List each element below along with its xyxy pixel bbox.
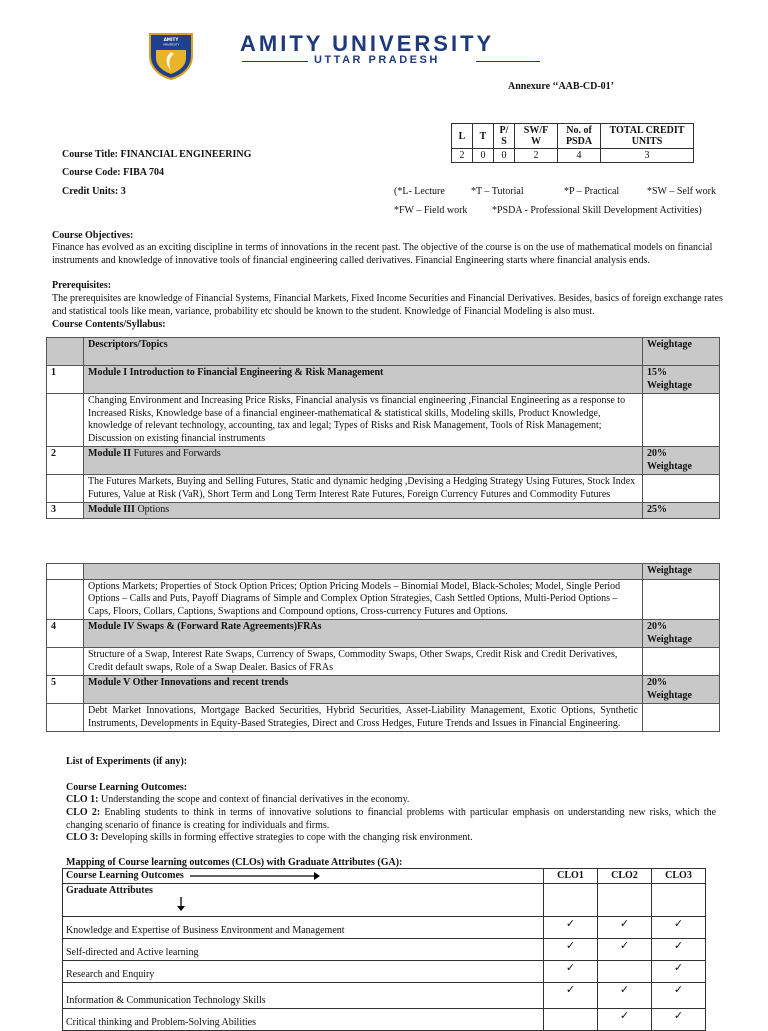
clo-col-header: CLO3 bbox=[652, 869, 706, 884]
check-icon: ✓ bbox=[673, 939, 684, 952]
outcomes-header bbox=[63, 869, 544, 884]
course-title: Course Title: FINANCIAL ENGINEERING bbox=[62, 149, 252, 160]
module-title-bold: Module II bbox=[88, 448, 132, 459]
check-icon: ✓ bbox=[673, 961, 684, 974]
check-icon bbox=[544, 939, 598, 961]
clo-label: CLO 2: bbox=[66, 807, 101, 818]
check-icon bbox=[544, 917, 598, 939]
check-icon: ✓ bbox=[673, 1009, 684, 1022]
module-weightage: 20% Weightage bbox=[643, 447, 720, 475]
module-description: Structure of a Swap, Interest Rate Swaps, Currency of Swaps, Commodity Swaps, Other Swaps, Credit Risk and Credit Derivatives, Credit default swaps, Role of a Swap Dealer. Basics of FRAs bbox=[84, 648, 643, 676]
attribute-name: Critical thinking and Problem-Solving Abilities bbox=[63, 1009, 544, 1031]
module-title-row bbox=[47, 676, 720, 704]
table-cell bbox=[544, 1009, 598, 1031]
objectives-heading: Course Objectives: bbox=[52, 230, 134, 241]
mapping-table bbox=[62, 868, 706, 1031]
check-icon bbox=[652, 917, 706, 939]
legend-tutorial: *T – Tutorial bbox=[471, 186, 524, 197]
check-icon bbox=[652, 1009, 706, 1031]
objectives-text: Finance has evolved as an exciting discipline in terms of innovations in the recent past. The objective of the course is on the use of mathematical models on financial instruments and knowledge of innovative tools of financial engineering called derivatives. Financial Engineering starts where financial analysis ends. bbox=[52, 242, 713, 266]
credit-header-cell: T bbox=[473, 124, 494, 149]
clo-label: CLO 3: bbox=[66, 832, 99, 843]
table-cell bbox=[47, 704, 84, 732]
clo-item bbox=[66, 807, 716, 832]
check-icon: ✓ bbox=[565, 939, 576, 952]
credit-value-cell: 3 bbox=[601, 149, 694, 163]
table-cell bbox=[544, 884, 598, 917]
divider-left bbox=[242, 61, 308, 62]
check-icon: ✓ bbox=[673, 983, 684, 996]
module-title-rest: Options bbox=[134, 504, 170, 515]
check-icon bbox=[544, 983, 598, 1009]
module-description: Changing Environment and Increasing Price Risks, Financial analysis vs financial engineering ,Financial Engineering as a response to Increased Risks, Knowledge base of a financial engineer-mathematical & statistical skills, Modeling skills, Product Knowledge, knowledge of relevant technology, accounting, tax and legal; Types of Risks and Risk Management, Tools of Risk Management; Discussion on existing financial instruments bbox=[84, 394, 643, 447]
credit-header-cell: TOTAL CREDIT UNITS bbox=[601, 124, 694, 149]
credit-table bbox=[451, 123, 694, 163]
table-cell bbox=[643, 475, 720, 503]
campus-name: UTTAR PRADESH bbox=[314, 54, 440, 66]
table-cell bbox=[598, 884, 652, 917]
credit-value-cell: 0 bbox=[473, 149, 494, 163]
mapping-row bbox=[63, 1009, 706, 1031]
module-title-bold: Module III bbox=[88, 504, 135, 515]
module-title: Module V Other Innovations and recent trends bbox=[84, 676, 643, 704]
table-cell bbox=[652, 884, 706, 917]
university-name: AMITY UNIVERSITY bbox=[240, 31, 495, 56]
mapping-row bbox=[63, 983, 706, 1009]
clo-col-header: CLO2 bbox=[598, 869, 652, 884]
attribute-name: Self-directed and Active learning bbox=[63, 939, 544, 961]
mapping-attributes-row bbox=[63, 884, 706, 917]
legend-lecture: (*L- Lecture bbox=[394, 186, 445, 197]
svg-text:UNIVERSITY: UNIVERSITY bbox=[162, 42, 180, 47]
credit-table-header bbox=[452, 124, 694, 149]
table-cell bbox=[84, 564, 643, 580]
credit-header-cell: L bbox=[452, 124, 473, 149]
table-cell bbox=[47, 579, 84, 620]
clo-label: CLO 1: bbox=[66, 794, 99, 805]
module-number: 2 bbox=[47, 447, 84, 475]
table-cell bbox=[643, 394, 720, 447]
credit-value-cell: 4 bbox=[558, 149, 601, 163]
credit-value-cell: 2 bbox=[452, 149, 473, 163]
module-description: Options Markets; Properties of Stock Option Prices; Option Pricing Models – Binomial Model, Black-Scholes; Model, Single Period Options – Calls and Puts, Payoff Diagrams of Simple and Complex Option Strategies, Cash Settled Options, Multi-Period Options – Caps, Floors, Collars, Captions, Swaptions and Compound options, Cross-currency Futures and Options. bbox=[84, 579, 643, 620]
mapping-header-row bbox=[63, 869, 706, 884]
clo-text: Developing skills in forming effective strategies to cope with the changing risk environment. bbox=[98, 832, 473, 843]
weightage-header: Weightage bbox=[643, 338, 720, 366]
mapping-row bbox=[63, 961, 706, 983]
module-desc-row bbox=[47, 648, 720, 676]
mapping-row bbox=[63, 939, 706, 961]
weightage-header: Weightage bbox=[643, 564, 720, 580]
module-title-row bbox=[47, 447, 720, 475]
table-cell bbox=[643, 704, 720, 732]
amity-logo bbox=[146, 30, 196, 80]
module-number: 5 bbox=[47, 676, 84, 704]
module-weightage: 20% Weightage bbox=[643, 620, 720, 648]
outcomes-header-label: Course Learning Outcomes bbox=[66, 870, 184, 881]
attribute-name: Research and Enquiry bbox=[63, 961, 544, 983]
credit-table-values bbox=[452, 149, 694, 163]
module-desc-row bbox=[47, 394, 720, 447]
check-icon bbox=[544, 961, 598, 983]
check-icon: ✓ bbox=[619, 1009, 630, 1022]
table-cell bbox=[47, 475, 84, 503]
topics-header: Descriptors/Topics bbox=[84, 338, 643, 366]
module-weightage: 20% Weightage bbox=[643, 676, 720, 704]
annexure-code: Annexure ‘‘AAB-CD-01’ bbox=[508, 81, 615, 92]
module-description: Debt Market Innovations, Mortgage Backed Securities, Hybrid Securities, Asset-Liability Management, Exotic Options, Synthetic Instruments, Developments in Equity-Based Strategies, Direct and Cross Hedges, Future Trends and Issues in Financial Engineering. bbox=[84, 704, 643, 732]
module-number: 4 bbox=[47, 620, 84, 648]
syllabus-header-row bbox=[47, 338, 720, 366]
table-cell bbox=[47, 338, 84, 366]
module-title: Module IV Swaps & (Forward Rate Agreements)FRAs bbox=[84, 620, 643, 648]
legend-practical: *P – Practical bbox=[564, 186, 620, 197]
legend-field-work: *FW – Field work bbox=[394, 205, 468, 216]
prerequisites-heading: Prerequisites: bbox=[52, 280, 112, 291]
table-cell bbox=[47, 564, 84, 580]
syllabus-table bbox=[46, 337, 720, 519]
check-icon bbox=[652, 939, 706, 961]
credit-header-cell: P/ S bbox=[494, 124, 515, 149]
module-description: The Futures Markets, Buying and Selling Futures, Static and dynamic hedging ,Devising a Hedging Strategy Using Futures, Stock Index Futures, Value at Risk (VaR), Short Term and Long Term Interest Rate Futures, Foreign Currency Futures and Commodity Futures bbox=[84, 475, 643, 503]
prerequisites-text: The prerequisites are knowledge of Financial Systems, Financial Markets, Fixed Income Securities and Financial Derivatives. Besides, basics of foreign exchange rates and statistical tools like mean, variance, probability etc should be known to the student. Knowledge of Financial Modeling is also must. bbox=[52, 293, 723, 317]
divider-right bbox=[476, 61, 540, 62]
syllabus-header-row bbox=[47, 564, 720, 580]
clo-col-header: CLO1 bbox=[544, 869, 598, 884]
module-number: 3 bbox=[47, 503, 84, 519]
module-title: Module I Introduction to Financial Engineering & Risk Management bbox=[84, 366, 643, 394]
experiments-heading: List of Experiments (if any): bbox=[66, 756, 188, 767]
attribute-name: Knowledge and Expertise of Business Environment and Management bbox=[63, 917, 544, 939]
contents-heading: Course Contents/Syllabus: bbox=[52, 319, 166, 330]
check-icon: ✓ bbox=[619, 939, 630, 952]
credit-units: Credit Units: 3 bbox=[62, 186, 126, 197]
clo-heading: Course Learning Outcomes: bbox=[66, 782, 188, 793]
table-cell bbox=[47, 648, 84, 676]
attributes-header bbox=[63, 884, 544, 917]
svg-text:AMITY: AMITY bbox=[163, 37, 179, 42]
attribute-name: Information & Communication Technology Skills bbox=[63, 983, 544, 1009]
table-cell bbox=[643, 648, 720, 676]
arrow-down-icon bbox=[176, 897, 186, 911]
module-desc-row bbox=[47, 704, 720, 732]
check-icon: ✓ bbox=[565, 983, 576, 996]
check-icon bbox=[598, 917, 652, 939]
check-icon: ✓ bbox=[565, 961, 576, 974]
course-code: Course Code: FIBA 704 bbox=[62, 167, 164, 178]
credit-value-cell: 0 bbox=[494, 149, 515, 163]
legend-psda: *PSDA - Professional Skill Development Activities) bbox=[492, 205, 702, 216]
clo-item bbox=[66, 794, 716, 807]
module-title-row bbox=[47, 620, 720, 648]
check-icon bbox=[652, 983, 706, 1009]
module-desc-row bbox=[47, 475, 720, 503]
check-icon bbox=[598, 939, 652, 961]
credit-header-cell: SW/F W bbox=[515, 124, 558, 149]
clo-text: Understanding the scope and context of financial derivatives in the economy. bbox=[98, 794, 410, 805]
table-cell bbox=[598, 961, 652, 983]
check-icon bbox=[598, 1009, 652, 1031]
module-title-rest: Futures and Forwards bbox=[131, 448, 221, 459]
table-cell bbox=[643, 579, 720, 620]
credit-header-cell: No. of PSDA bbox=[558, 124, 601, 149]
check-icon: ✓ bbox=[565, 917, 576, 930]
check-icon bbox=[598, 983, 652, 1009]
module-title-row bbox=[47, 503, 720, 519]
arrow-right-icon bbox=[190, 872, 320, 880]
attributes-header-label: Graduate Attributes bbox=[66, 885, 153, 896]
clo-text: Enabling students to think in terms of innovative solutions to financial problems with particular emphasis on understanding new risks, which the changing scenario of finance is creating for individuals and firms. bbox=[66, 807, 717, 831]
clo-item bbox=[66, 832, 716, 845]
module-desc-row bbox=[47, 579, 720, 620]
credit-value-cell: 2 bbox=[515, 149, 558, 163]
module-number: 1 bbox=[47, 366, 84, 394]
module-title bbox=[84, 447, 643, 475]
check-icon: ✓ bbox=[619, 983, 630, 996]
mapping-row bbox=[63, 917, 706, 939]
module-title-row bbox=[47, 366, 720, 394]
module-weightage: 25% bbox=[643, 503, 720, 519]
legend-self-work: *SW – Self work bbox=[647, 186, 716, 197]
syllabus-table-continued bbox=[46, 563, 720, 732]
mapping-heading: Mapping of Course learning outcomes (CLOs) with Graduate Attributes (GA): bbox=[66, 857, 403, 868]
check-icon bbox=[652, 961, 706, 983]
check-icon: ✓ bbox=[673, 917, 684, 930]
check-icon: ✓ bbox=[619, 917, 630, 930]
module-weightage: 15% Weightage bbox=[643, 366, 720, 394]
table-cell bbox=[47, 394, 84, 447]
module-title bbox=[84, 503, 643, 519]
